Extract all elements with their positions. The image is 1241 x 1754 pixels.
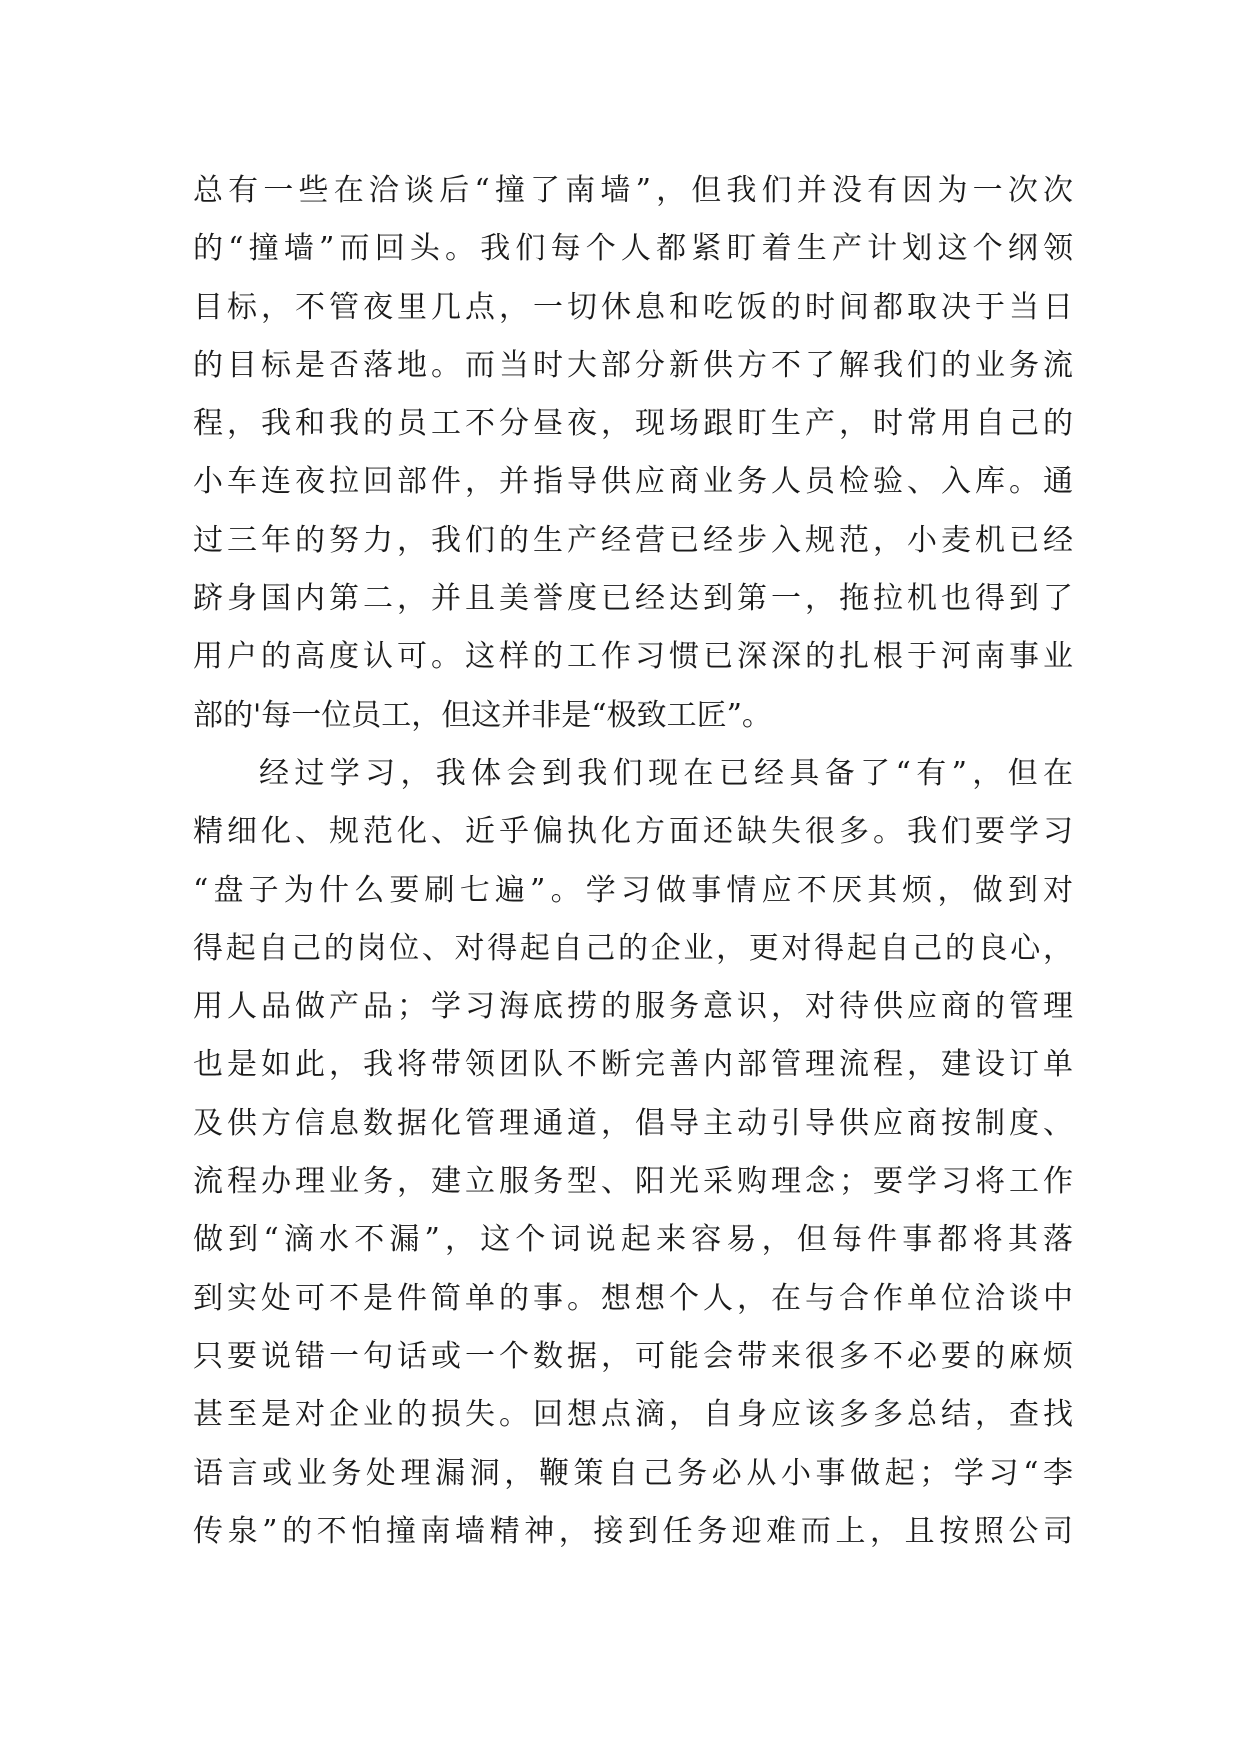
text-line-19: 做到“滴水不漏”，这个词说起来容易，但每件事都将其落 [193,1222,1073,1258]
text-line-6: 小车连夜拉回部件，并指导供应商业务人员检验、入库。通 [193,464,1073,500]
text-line-7: 过三年的努力，我们的生产经营已经步入规范，小麦机已经 [193,522,1073,558]
text-line-3: 目标，不管夜里几点，一切休息和吃饭的时间都取决于当日 [193,289,1073,325]
text-line-8: 跻身国内第二，并且美誉度已经达到第一，拖拉机也得到了 [193,581,1073,617]
text-line-1: 总有一些在洽谈后“撞了南墙”，但我们并没有因为一次次 [193,173,1073,208]
text-line-18: 流程办理业务，建立服务型、阳光采购理念；要学习将工作 [193,1164,1073,1200]
text-line-24: 传泉”的不怕撞南墙精神，接到任务迎难而上，且按照公司 [193,1513,1073,1549]
text-line-4: 的目标是否落地。而当时大部分新供方不了解我们的业务流 [193,347,1073,383]
text-line-23: 语言或业务处理漏洞，鞭策自己务必从小事做起；学习“李 [193,1455,1073,1491]
text-line-17: 及供方信息数据化管理通道，倡导主动引导供应商按制度、 [193,1105,1073,1141]
text-line-22: 甚至是对企业的损失。回想点滴，自身应该多多总结，查找 [193,1397,1073,1433]
text-line-20: 到实处可不是件简单的事。想想个人，在与合作单位洽谈中 [193,1280,1073,1316]
text-line-10: 部的'每一位员工，但这并非是“极致工匠”。 [193,697,772,733]
text-line-15: 用人品做产品；学习海底捞的服务意识，对待供应商的管理 [193,989,1073,1025]
text-line-11: 经过学习，我体会到我们现在已经具备了“有”，但在 [259,755,1073,791]
text-line-13: “盘子为什么要刷七遍”。学习做事情应不厌其烦，做到对 [193,872,1073,908]
text-line-5: 程，我和我的员工不分昼夜，现场跟盯生产，时常用自己的 [193,406,1073,442]
text-line-14: 得起自己的岗位、对得起自己的企业，更对得起自己的良心， [193,930,1073,966]
text-line-2: 的“撞墙”而回头。我们每个人都紧盯着生产计划这个纲领 [193,231,1073,267]
body-text [193,162,1073,1561]
text-line-21: 只要说错一句话或一个数据，可能会带来很多不必要的麻烦 [193,1338,1073,1374]
text-line-9: 用户的高度认可。这样的工作习惯已深深的扎根于河南事业 [193,639,1073,675]
text-line-12: 精细化、规范化、近乎偏执化方面还缺失很多。我们要学习 [193,814,1073,850]
text-line-16: 也是如此，我将带领团队不断完善内部管理流程，建设订单 [193,1047,1073,1083]
